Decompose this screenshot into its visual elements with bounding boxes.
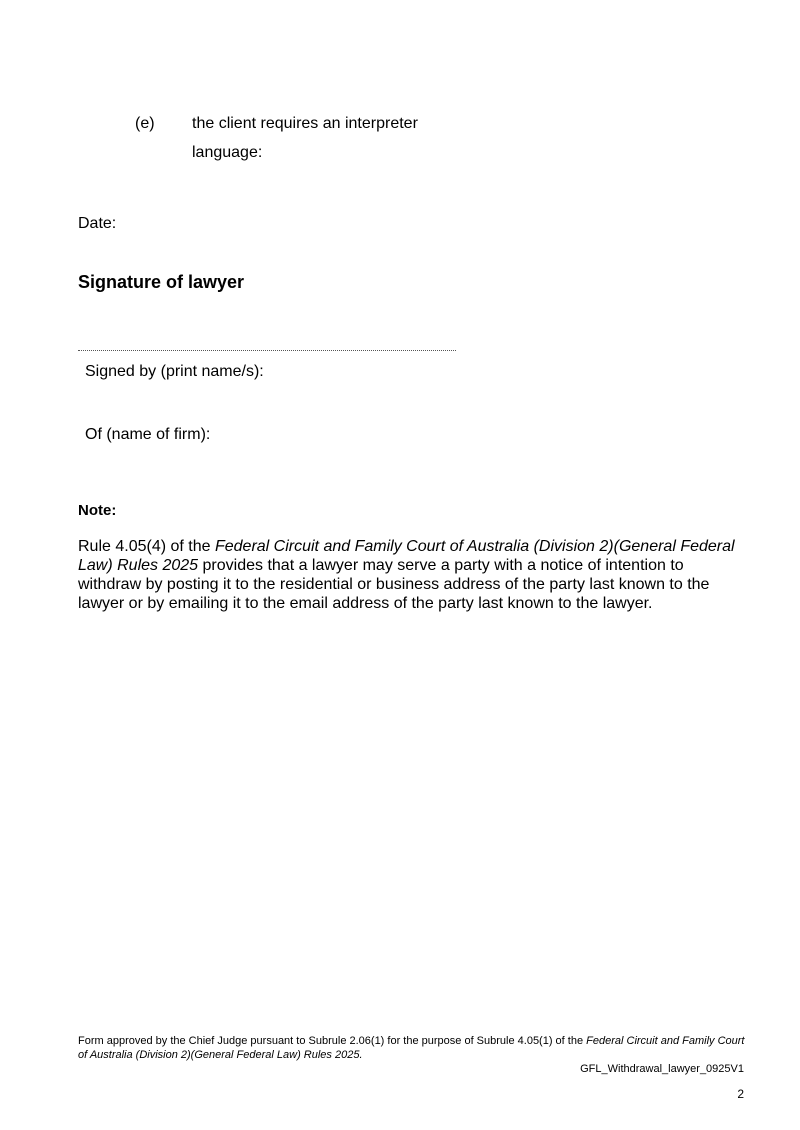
signature-heading: Signature of lawyer [78,272,245,292]
signed-by-label: Signed by (print name/s): [85,363,264,380]
note-text-body: provides that a lawyer may serve a party with a notice of intention to withdraw by posting it to the residential or business address of the party last known to the lawyer or by emailing it to the email address of the party last known to the lawyer. [78,557,710,612]
form-code: GFL_Withdrawal_lawyer_0925V1 [580,1063,744,1075]
date-label: Date: [78,215,117,232]
firm-name-label: Of (name of firm): [85,426,211,443]
note-heading: Note: [78,502,117,519]
footer-text-intro: Form approved by the Chief Judge pursuant to Subrule 2.06(1) for the purpose of Subrule 4.05(1) of the [78,1035,587,1047]
footer-approval-text [78,1034,746,1062]
page-number: 2 [737,1087,744,1101]
interpreter-language-label: language: [192,144,263,161]
signature-line [78,350,456,351]
item-e-text: the client requires an interpreter [192,115,418,132]
note-rules-title: Federal Circuit and Family Court of Australia (Division 2)(General Federal Law) Rules 2025 [78,538,735,574]
note-paragraph [78,537,746,613]
item-e-marker: (e) [135,115,155,132]
note-text-intro: Rule 4.05(4) of the [78,538,215,555]
footer-rules-title: Federal Circuit and Family Court of Australia (Division 2)(General Federal Law) Rules 2025. [78,1035,745,1061]
